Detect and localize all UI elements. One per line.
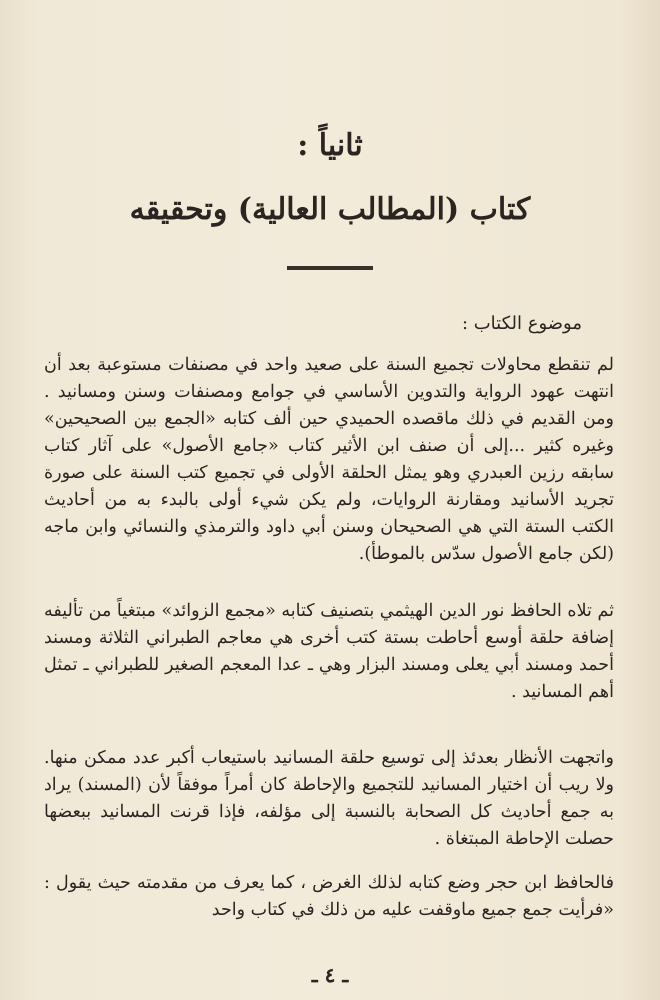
paragraph-3 (44, 745, 614, 853)
paragraph-text: فالحافظ ابن حجر وضع كتابه لذلك الغرض ، كما يعرف من مقدمته حيث يقول : «فرأيت جمع جميع ماوقفت عليه من ذلك في كتاب واحد (44, 873, 614, 920)
paragraph-2 (44, 598, 614, 706)
paragraph-text: واتجهت الأنظار بعدئذ إلى توسيع حلقة المسانيد باستيعاب أكبر عدد ممكن منها. ولا ريب أن اختيار المسانيد للتجميع والإحاطة كان أمراً موفقاً لأن (المسند) يراد به جمع أحاديث كل الصحابة بالنسبة إلى مؤلفه، فإذا قرنت المسانيد ببعضها حصلت الإحاطة المبتغاة . (44, 748, 614, 849)
page-number: ـ ٤ ـ (311, 963, 349, 987)
paragraph-text: لم تنقطع محاولات تجميع السنة على صعيد واحد في مصنفات مستوعبة بعد أن انتهت عهود الرواية والتدوين الأساسي في جوامع ومصنفات وسنن ومسانيد . ومن القديم في ذلك ماقصده الحميدي حين ألف كتابه «الجمع بين الصحيحين» وغيره كثير ...إلى أن صنف ابن الأثير كتاب «جامع الأصول» على آثار كتاب سابقه رزين العبدري وهو يمثل الحلقة الأولى في تجميع كتب السنة على صورة تجريد الأسانيد ومقارنة الروايات، ولم يكن شيء أولى بالبدء به من أحاديث الكتب الستة التي هي الصحيحان وسنن أبي داود والترمذي والنسائي وابن ماجه (لكن جامع الأصول سدّس بالموطأ). (44, 355, 614, 564)
heading-book-title: كتاب (المطالب العالية) وتحقيقه (129, 192, 531, 227)
paragraph-1 (44, 352, 614, 568)
title-divider (287, 266, 373, 270)
section-title: موضوع الكتاب : (461, 313, 582, 334)
paragraph-4 (44, 870, 614, 924)
heading-part-number: ثانياً : (297, 128, 363, 163)
paragraph-text: ثم تلاه الحافظ نور الدين الهيثمي بتصنيف كتابه «مجمع الزوائد» مبتغياً من تأليفه إضافة حلقة أوسع أحاطت بستة كتب أخرى هي معاجم الطبراني الثلاثة ومسند أحمد ومسند أبي يعلى ومسند البزار وهي ـ عدا المعجم الصغير للطبراني ـ تمثل أهم المسانيد . (44, 601, 614, 702)
